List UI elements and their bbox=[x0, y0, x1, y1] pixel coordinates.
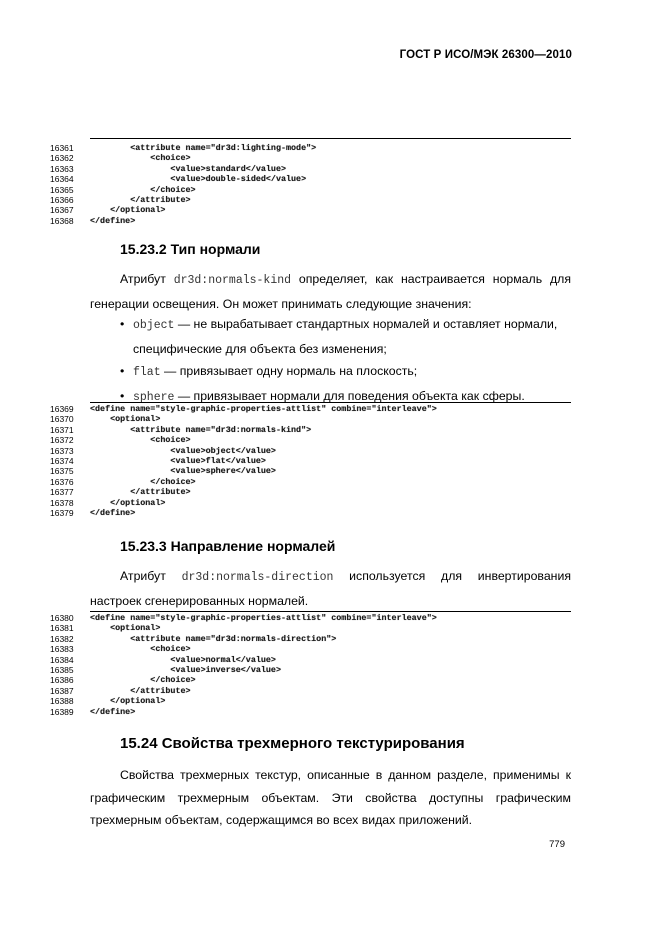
code-text: <define name="style-graphic-properties-attlist" combine="interleave"> bbox=[90, 613, 437, 623]
bullet-item-flat bbox=[90, 360, 571, 385]
line-number: 16384 bbox=[50, 654, 74, 665]
bullet-text: — не вырабатывает стандартных нормалей и оставляет нормали, специфические для объекта без изменения; bbox=[133, 317, 558, 356]
paragraph-3d-texturing bbox=[90, 764, 571, 832]
code-text: <value>normal</value> bbox=[90, 654, 276, 665]
code-text: </optional> bbox=[90, 205, 166, 216]
line-number: 16388 bbox=[50, 696, 74, 707]
line-number: 16364 bbox=[50, 174, 74, 185]
code-line bbox=[0, 446, 661, 456]
line-number: 16361 bbox=[50, 143, 74, 153]
bullet-code: object bbox=[133, 319, 175, 332]
code-line bbox=[0, 675, 661, 685]
line-number: 16368 bbox=[50, 215, 74, 226]
line-number: 16374 bbox=[50, 456, 74, 466]
intro-prefix: Атрибут bbox=[120, 272, 174, 286]
page-header: ГОСТ Р ИСО/МЭК 26300—2010 bbox=[399, 49, 572, 61]
code-line bbox=[0, 655, 661, 665]
code-line bbox=[0, 404, 661, 414]
code-rule-top-2 bbox=[90, 402, 571, 403]
line-number: 16389 bbox=[50, 706, 74, 717]
code-line bbox=[0, 456, 661, 466]
line-number: 16366 bbox=[50, 195, 74, 205]
code-text: <optional> bbox=[90, 414, 161, 425]
code-text: <define name="style-graphic-properties-attlist" combine="interleave"> bbox=[90, 404, 437, 414]
code-text: </attribute> bbox=[90, 195, 191, 205]
inline-code-normals-direction: dr3d:normals-direction bbox=[181, 571, 334, 584]
code-line bbox=[0, 634, 661, 644]
line-number: 16369 bbox=[50, 404, 74, 414]
code-line bbox=[0, 707, 661, 717]
code-text: </optional> bbox=[90, 497, 166, 508]
intro-prefix: Атрибут bbox=[120, 569, 182, 583]
code-line bbox=[0, 153, 661, 163]
line-number: 16371 bbox=[50, 424, 74, 435]
code-text: </choice> bbox=[90, 476, 196, 487]
paragraph-normals-direction-intro bbox=[90, 565, 571, 612]
line-number: 16365 bbox=[50, 184, 74, 195]
code-text: </define> bbox=[90, 508, 136, 518]
code-text: <choice> bbox=[90, 435, 191, 446]
bullet-text: — привязывает одну нормаль на плоскость; bbox=[160, 364, 418, 378]
bullet-dot: • bbox=[120, 317, 125, 331]
code-text: <value>inverse</value> bbox=[90, 665, 281, 675]
line-number: 16379 bbox=[50, 508, 74, 518]
code-text: <choice> bbox=[90, 644, 191, 655]
bullet-code: flat bbox=[133, 366, 161, 379]
code-line bbox=[0, 644, 661, 654]
code-text: <value>standard</value> bbox=[90, 163, 287, 174]
section-heading-normals-direction: 15.23.3 Направление нормалей bbox=[120, 538, 336, 554]
code-text: <optional> bbox=[90, 623, 161, 634]
code-text: <value>flat</value> bbox=[90, 456, 266, 466]
code-text: </choice> bbox=[90, 675, 196, 686]
code-text: <attribute name="dr3d:lighting-mode"> bbox=[90, 143, 317, 153]
bullet-code: sphere bbox=[133, 390, 175, 404]
code-line bbox=[0, 686, 661, 696]
code-line bbox=[0, 174, 661, 184]
line-number: 16375 bbox=[50, 466, 74, 477]
line-number: 16363 bbox=[50, 163, 74, 174]
intro-suffix: используется для инвертирования настроек сгенерированных нормалей. bbox=[90, 569, 571, 608]
section-heading-normals-kind: 15.23.2 Тип нормали bbox=[120, 241, 261, 257]
code-line bbox=[0, 477, 661, 487]
code-text: </optional> bbox=[90, 696, 166, 707]
code-line bbox=[0, 185, 661, 195]
line-number: 16362 bbox=[50, 153, 74, 164]
line-number: 16378 bbox=[50, 497, 74, 508]
code-line bbox=[0, 487, 661, 497]
paragraph-text: Свойства трехмерных текстур, описанные в данном разделе, применимы к графическим трехмерным объектам. Эти свойства доступны графическим трехмерным объектам, содержащимся во всех видах приложений. bbox=[90, 768, 571, 827]
line-number: 16372 bbox=[50, 435, 74, 446]
code-text: </define> bbox=[90, 215, 136, 226]
code-line bbox=[0, 696, 661, 706]
paragraph-normals-kind-intro bbox=[90, 268, 571, 315]
line-number: 16387 bbox=[50, 685, 74, 696]
line-number: 16377 bbox=[50, 487, 74, 498]
code-line bbox=[0, 164, 661, 174]
code-line bbox=[0, 435, 661, 445]
code-line bbox=[0, 414, 661, 424]
code-line bbox=[0, 498, 661, 508]
page-number: 779 bbox=[549, 839, 565, 850]
code-text: <value>object</value> bbox=[90, 445, 276, 456]
line-number: 16382 bbox=[50, 633, 74, 644]
code-text: <attribute name="dr3d:normals-direction"> bbox=[90, 633, 337, 644]
code-line bbox=[0, 466, 661, 476]
line-number: 16381 bbox=[50, 623, 74, 634]
code-text: </choice> bbox=[90, 184, 196, 195]
bullet-dot: • bbox=[120, 388, 125, 403]
code-line bbox=[0, 216, 661, 226]
line-number: 16373 bbox=[50, 445, 74, 456]
code-text: </attribute> bbox=[90, 487, 191, 498]
bullet-item-object bbox=[90, 313, 571, 360]
code-text: <attribute name="dr3d:normals-kind"> bbox=[90, 424, 312, 435]
code-line bbox=[0, 613, 661, 623]
code-rule-top-3 bbox=[90, 611, 571, 612]
line-number: 16376 bbox=[50, 476, 74, 487]
code-text: <value>double-sided</value> bbox=[90, 174, 307, 185]
line-number: 16367 bbox=[50, 205, 74, 216]
line-number: 16386 bbox=[50, 675, 74, 686]
line-number: 16383 bbox=[50, 644, 74, 655]
code-text: <choice> bbox=[90, 153, 191, 164]
intro-suffix: определяет, как настраивается нормаль для генерации освещения. Он может принимать следующие значения: bbox=[90, 272, 571, 311]
code-line bbox=[0, 195, 661, 205]
inline-code-normals-kind: dr3d:normals-kind bbox=[173, 274, 292, 287]
code-text: </attribute> bbox=[90, 685, 191, 696]
line-number: 16385 bbox=[50, 665, 74, 675]
code-line bbox=[0, 205, 661, 215]
code-line bbox=[0, 425, 661, 435]
code-line bbox=[0, 508, 661, 518]
code-rule-top-1 bbox=[90, 138, 571, 139]
bullet-dot: • bbox=[120, 364, 125, 378]
bullet-text: — привязывает нормали для поведения объекта как сферы. bbox=[174, 388, 525, 403]
line-number: 16370 bbox=[50, 414, 74, 425]
section-heading-3d-texturing: 15.24 Свойства трехмерного текстурирования bbox=[120, 735, 465, 752]
code-text: </define> bbox=[90, 706, 136, 717]
code-text: <value>sphere</value> bbox=[90, 466, 276, 477]
line-number: 16380 bbox=[50, 613, 74, 623]
code-line bbox=[0, 665, 661, 675]
code-line bbox=[0, 623, 661, 633]
code-line bbox=[0, 143, 661, 153]
bullet-list-normals-kind bbox=[90, 313, 571, 409]
